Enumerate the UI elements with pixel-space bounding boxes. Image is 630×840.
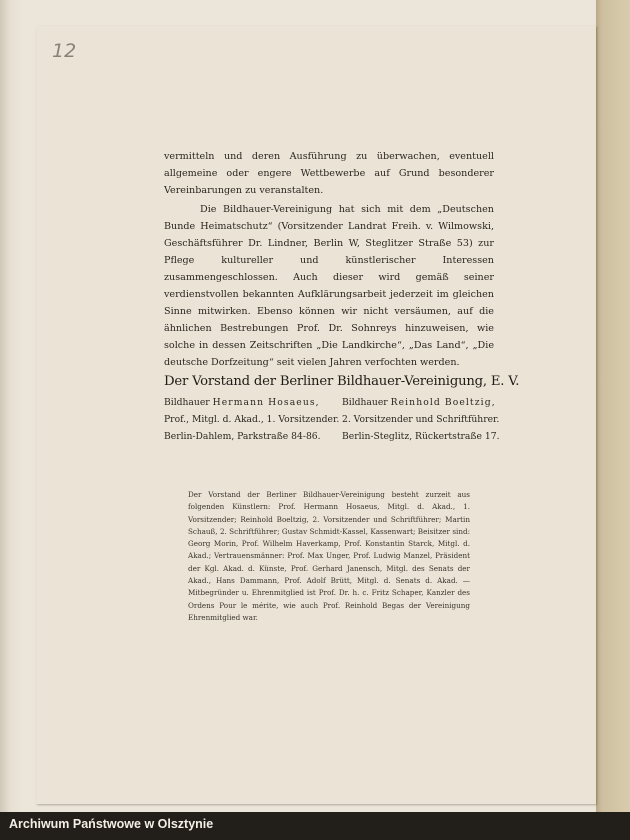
signature-right (342, 394, 499, 445)
signature-right-address: Berlin-Steglitz, Rückertstraße 17. (342, 431, 500, 442)
archive-label: Archiwum Państwowe w Olsztynie (9, 817, 214, 831)
paragraph-1: vermitteln und deren Ausführung zu überwachen, eventuell allgemeine oder engere Wettbewerbe auf Grund besonderer Vereinbarungen zu veranstalten. (164, 151, 494, 196)
signature-left-line1: Bildhauer Hermann Hosaeus, (164, 397, 319, 408)
scan-edge-strip (596, 0, 630, 812)
signature-left-address: Berlin-Dahlem, Parkstraße 84-86. (164, 431, 321, 442)
paragraph-2: Die Bildhauer-Vereinigung hat sich mit dem „Deutschen Bunde Heimatschutz“ (Vorsitzender Landrat Freih. v. Wilmowski, Geschäftsführer Dr. Lindner, Berlin W, Steglitzer Straße 53) zur Pflege kultureller und künstlerischer Interessen zusammengeschlossen. Auch dieser wird gemäß seiner verdienstvollen bekannten Aufklärungsarbeit jederzeit im gleichen Sinne mitwirken. Ebenso können wir nicht versäumen, auf die ähnlichen Bestrebungen Prof. Dr. Sohnreys hinzuweisen, wie solche in dessen Zeitschriften „Die Landkirche“, „Das Land“, „Die deutsche Dorfzeitung“ seit vielen Jahren verfochten werden. (164, 204, 494, 368)
folio-number: 12 (52, 40, 77, 62)
body-text (164, 148, 494, 371)
board-members-note: Der Vorstand der Berliner Bildhauer-Vereinigung besteht zurzeit aus folgenden Künstlern: Prof. Hermann Hosaeus, Mitgl. d. Akad., 1. Vorsitzender; Reinhold Boeltzig, 2. Vorsitzender und Schriftführer; Martin Schauß, 2. Schriftführer; Gustav Schmidt-Kassel, Kassenwart; Beisitzer sind: Georg Morin, Prof. Wilhelm Haverkamp, Prof. Konstantin Starck, Mitgl. d. Akad.; Vertrauensmänner: Prof. Max Unger, Prof. Ludwig Manzel, Präsident der Kgl. Akad. d. Künste, Prof. Gerhard Janensch, Mitgl. des Senats der Akad., Hans Dammann, Prof. Adolf Brütt, Mitgl. d. Senats d. Akad. — Mitbegründer u. Ehrenmitglied ist Prof. Dr. h. c. Fritz Schaper, Kanzler des Ordens Pour le mérite, wie auch Prof. Reinhold Begas der Vereinigung Ehrenmitglied war. (188, 490, 470, 622)
board-heading: Der Vorstand der Berliner Bildhauer-Vereinigung, E. V. (164, 374, 520, 389)
archive-footer-bar (0, 812, 630, 840)
signature-left-title: Prof., Mitgl. d. Akad., 1. Vorsitzender. (164, 414, 340, 425)
signature-right-name: Reinhold Boeltzig (390, 397, 492, 408)
signature-right-title: 2. Vorsitzender und Schriftführer. (342, 414, 500, 425)
signature-right-line1: Bildhauer Reinhold Boeltzig, (342, 397, 495, 408)
signature-left (164, 394, 339, 445)
signature-left-name: Hermann Hosaeus (212, 397, 316, 408)
